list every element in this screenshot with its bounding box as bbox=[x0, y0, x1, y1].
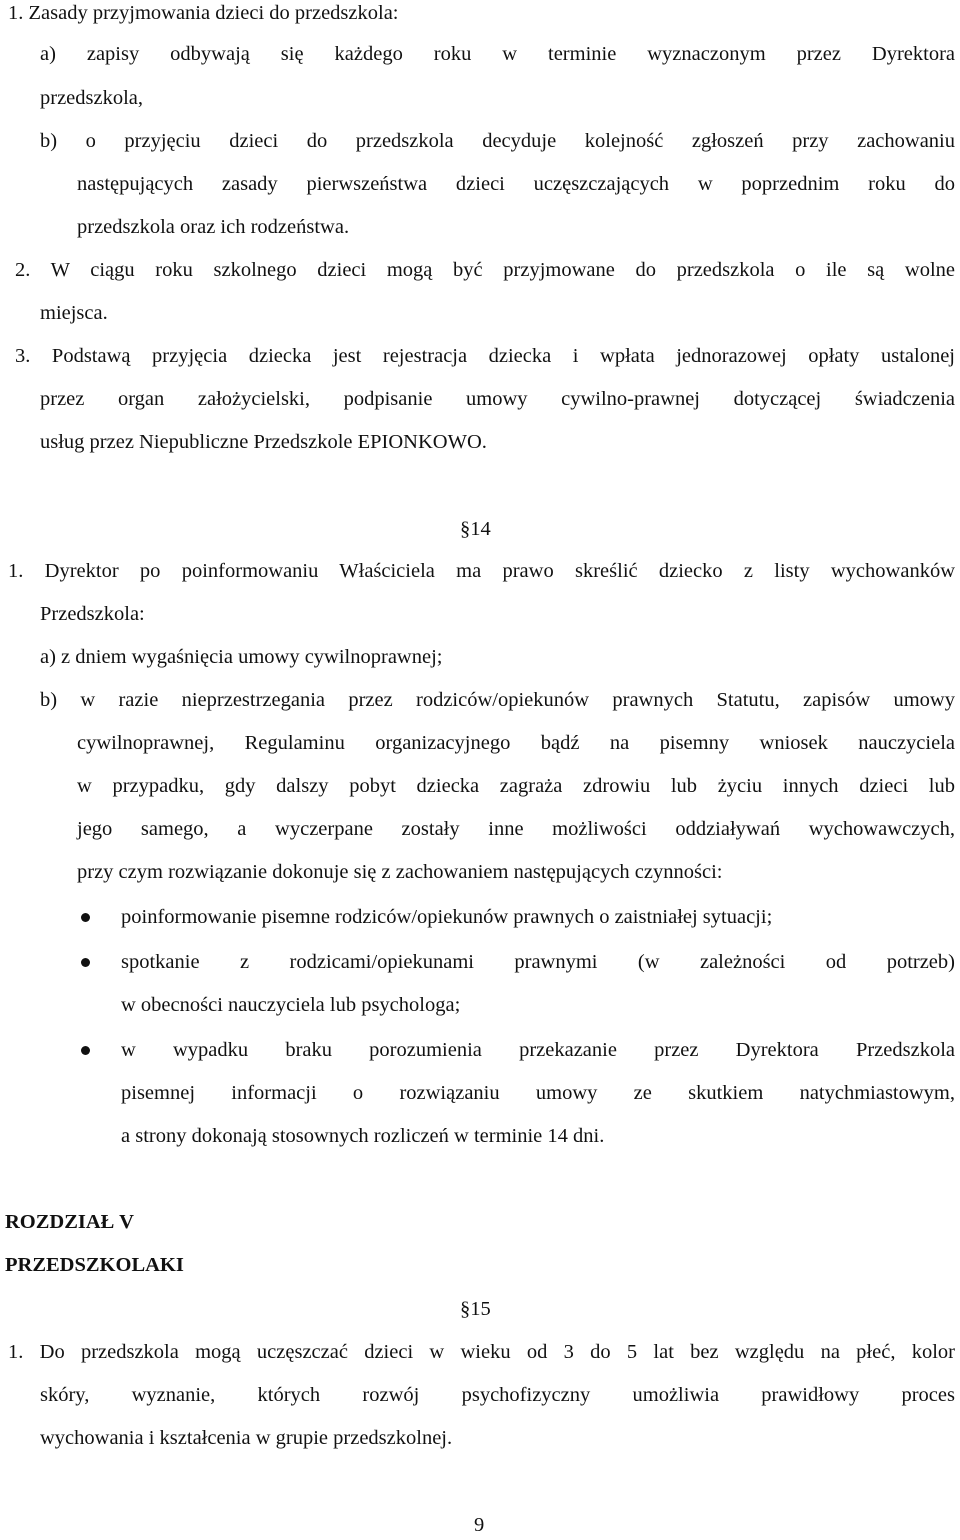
list-item-1b-line2: cywilnoprawnej, Regulaminu organizacyjnego bądź na pisemny wniosek nauczyciela bbox=[77, 732, 955, 754]
bullet-item-2-line1: spotkanie z rodzicami/opiekunami prawnymi (w zależności od potrzeb) bbox=[121, 951, 955, 973]
chapter-subtitle: PRZEDSZKOLAKI bbox=[5, 1254, 184, 1276]
list-item-1a: a) z dniem wygaśnięcia umowy cywilnoprawnej; bbox=[40, 646, 443, 668]
list-item-1b-line2: następujących zasady pierwszeństwa dzieci uczęszczających w poprzednim roku do bbox=[77, 173, 955, 195]
bullet-icon bbox=[81, 913, 90, 922]
list-item-1: 1. Zasady przyjmowania dzieci do przedszkola: bbox=[8, 2, 399, 24]
bullet-item-3-line3: a strony dokonają stosownych rozliczeń w terminie 14 dni. bbox=[121, 1125, 605, 1147]
list-item-2-line2: miejsca. bbox=[40, 302, 108, 324]
list-item-2-line1: 2. W ciągu roku szkolnego dzieci mogą być przyjmowane do przedszkola o ile są wolne bbox=[15, 259, 955, 281]
bullet-item-1-line1: poinformowanie pisemne rodziców/opiekunów prawnych o zaistniałej sytuacji; bbox=[121, 906, 773, 928]
list-item-1-line2: skóry, wyznanie, których rozwój psychofizyczny umożliwia prawidłowy proces bbox=[40, 1384, 955, 1406]
page-number: 9 bbox=[474, 1514, 485, 1536]
list-item-1b-line1: b) w razie nieprzestrzegania przez rodziców/opiekunów prawnych Statutu, zapisów umowy bbox=[40, 689, 955, 711]
chapter-title: ROZDZIAŁ V bbox=[5, 1211, 134, 1233]
paragraph-heading: §15 bbox=[460, 1298, 491, 1320]
bullet-item-3-line2: pisemnej informacji o rozwiązaniu umowy ze skutkiem natychmiastowym, bbox=[121, 1082, 955, 1104]
bullet-item-3-line1: w wypadku braku porozumienia przekazanie przez Dyrektora Przedszkola bbox=[121, 1039, 955, 1061]
bullet-icon bbox=[81, 1046, 90, 1055]
list-item-1a-line2: przedszkola, bbox=[40, 87, 144, 109]
list-item-1b-line4: jego samego, a wyczerpane zostały inne możliwości oddziaływań wychowawczych, bbox=[77, 818, 955, 840]
list-item-1b-line3: w przypadku, gdy dalszy pobyt dziecka zagraża zdrowiu lub życiu innych dzieci lub bbox=[77, 775, 955, 797]
bullet-icon bbox=[81, 958, 90, 967]
paragraph-heading: §14 bbox=[460, 518, 491, 540]
list-item-1b-line5: przy czym rozwiązanie dokonuje się z zachowaniem następujących czynności: bbox=[77, 861, 723, 883]
list-item-1b-line3: przedszkola oraz ich rodzeństwa. bbox=[77, 216, 350, 238]
list-item-1-line1: 1. Dyrektor po poinformowaniu Właściciela ma prawo skreślić dziecko z listy wychowanków bbox=[8, 560, 955, 582]
list-item-1-line1: 1. Do przedszkola mogą uczęszczać dzieci w wieku od 3 do 5 lat bez względu na płeć, kolor bbox=[8, 1341, 955, 1363]
list-item-1b-line1: b) o przyjęciu dzieci do przedszkola decyduje kolejność zgłoszeń przy zachowaniu bbox=[40, 130, 955, 152]
list-item-3-line2: przez organ założycielski, podpisanie umowy cywilno-prawnej dotyczącej świadczenia bbox=[40, 388, 955, 410]
list-item-3-line1: 3. Podstawą przyjęcia dziecka jest rejestracja dziecka i wpłata jednorazowej opłaty ustalonej bbox=[15, 345, 955, 367]
list-item-1-line3: wychowania i kształcenia w grupie przedszkolnej. bbox=[40, 1427, 453, 1449]
list-item-1a-line1: a) zapisy odbywają się każdego roku w terminie wyznaczonym przez Dyrektora bbox=[40, 43, 955, 65]
list-item-1-line2: Przedszkola: bbox=[40, 603, 145, 625]
list-item-3-line3: usług przez Niepubliczne Przedszkole EPIONKOWO. bbox=[40, 431, 487, 453]
bullet-item-2-line2: w obecności nauczyciela lub psychologa; bbox=[121, 994, 461, 1016]
